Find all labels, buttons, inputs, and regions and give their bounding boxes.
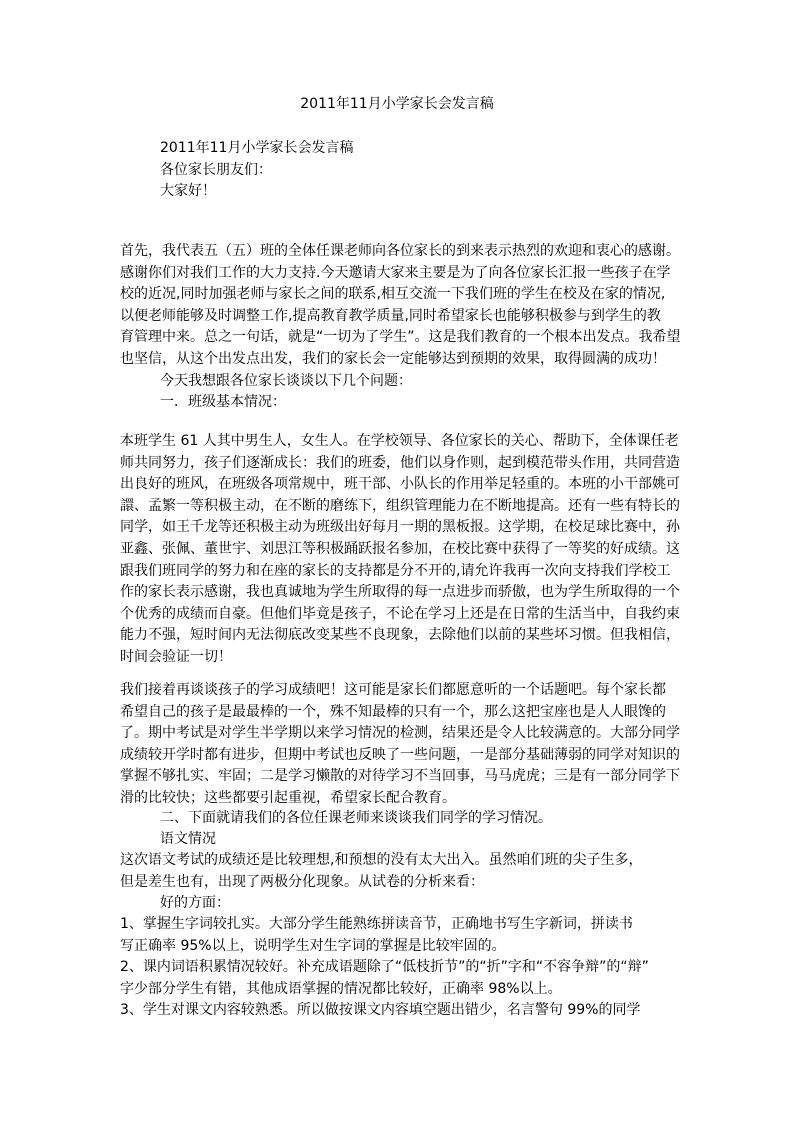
paragraph-line: 个优秀的成绩而自豪。但他们毕竟是孩子，不论在学习上还是在日常的生活当中，自我约束 <box>120 605 680 622</box>
section-heading-teachers: 二、下面就请我们的各位任课老师来谈谈我们同学的学习情况。 <box>160 810 552 826</box>
paragraph-line: 譞、孟繁一等积极主动，在不断的磨练下，组织管理能力在不断地提高。还有一些有特长的 <box>120 497 680 514</box>
item-1 <box>120 914 686 957</box>
paragraph-grades <box>120 680 686 810</box>
paragraph-line: 也坚信，从这个出发点出发，我们的家长会一定能够达到预期的效果，取得圆满的成功！ <box>120 350 666 367</box>
paragraph-line: 成绩较开学时都有进步，但期中考试也反映了一些问题，一是部分基础薄弱的同学对知识的 <box>120 746 680 763</box>
document-title: 2011年11月小学家长会发言稿 <box>300 96 494 112</box>
chinese-heading: 语文情况 <box>160 831 216 847</box>
good-aspects-heading: 好的方面： <box>160 895 230 911</box>
paragraph-line: 希望自己的孩子是最最棒的一个，殊不知最棒的只有一个，那么这把宝座也是人人眼馋的 <box>120 703 666 720</box>
paragraph-line: 我们接着再谈谈孩子的学习成绩吧！这可能是家长们都愿意听的一个话题吧。每个家长都 <box>120 682 666 698</box>
paragraph-line: 但是差生也有，出现了两极分化现象。从试卷的分析来看： <box>120 873 484 890</box>
paragraph-opening <box>120 241 686 371</box>
paragraph-class-info <box>120 431 686 669</box>
paragraph-line: 这次语文考试的成绩还是比较理想,和预想的没有太大出入。虽然咱们班的尖子生多， <box>120 852 643 868</box>
paragraph-line: 出良好的班风，在班级各项常规中，班干部、小队长的作用举足轻重的。本班的小干部姚可 <box>120 476 680 493</box>
paragraph-chinese <box>120 850 686 893</box>
paragraph-line: 师共同努力，孩子们逐渐成长：我们的班委，他们以身作则，起到模范带头作用，共同营造 <box>120 454 680 471</box>
paragraph-line: 掌握不够扎实、牢固；二是学习懒散的对待学习不当回事，马马虎虎；三是有一部分同学下 <box>120 768 680 785</box>
item-3 <box>120 1000 686 1022</box>
paragraph-line: 了。期中考试是对学生半学期以来学习情况的检测，结果还是令人比较满意的。大部分同学 <box>120 725 680 742</box>
paragraph-line: 以便老师能够及时调整工作,提高教育教学质量,同时希望家长也能够积极参与到学生的教 <box>120 307 661 324</box>
paragraph-line: 亚鑫、张佩、董世宇、刘思江等积极踊跃报名参加，在校比赛中获得了一等奖的好成绩。这 <box>120 540 680 557</box>
paragraph-line: 本班学生 61 人其中男生人，女生人。在学校领导、各位家长的关心、帮助下，全体课任老 <box>120 433 679 449</box>
item-2 <box>120 957 686 1000</box>
paragraph-line: 校的近况,同时加强老师与家长之间的联系,相互交流一下我们班的学生在校及在家的情况, <box>120 286 666 303</box>
paragraph-line: 字少部分学生有错，其他成语掌握的情况都比较好，正确率 98%以上。 <box>120 980 562 997</box>
document-subtitle: 2011年11月小学家长会发言稿 <box>160 140 354 156</box>
paragraph-line: 时间会验证一切！ <box>120 648 232 665</box>
section-heading-class-info: 一．班级基本情况： <box>160 394 286 410</box>
paragraph-line: 1、掌握生字词较扎实。大部分学生能熟练拼读音节，正确地书写生字新词，拼读书 <box>120 916 633 932</box>
paragraph-line: 滑的比较快；这些都要引起重视，希望家长配合教育。 <box>120 789 456 806</box>
salutation: 各位家长朋友们： <box>160 162 272 178</box>
paragraph-line: 2、课内词语积累情况较好。补充成语题除了“低枝折节”的“折”字和“不容争辩”的“辩” <box>120 959 649 975</box>
greeting: 大家好！ <box>160 183 216 199</box>
paragraph-line: 同学，如王千龙等还积极主动为班级出好每月一期的黑板报。这学期，在校足球比赛中，孙 <box>120 519 680 536</box>
paragraph-line: 育管理中来。总之一句话，就是“一切为了学生”。这是我们教育的一个根本出发点。我希望 <box>120 329 681 346</box>
paragraph-line: 跟我们班同学的努力和在座的家长的支持都是分不开的,请允许我再一次向支持我们学校工 <box>120 562 671 579</box>
paragraph-line: 能力不强，短时间内无法彻底改变某些不良现象，去除他们以前的某些坏习惯。但我相信， <box>120 627 680 644</box>
paragraph-line: 写正确率 95%以上，说明学生对生字词的掌握是比较牢固的。 <box>120 937 506 954</box>
paragraph-line: 感谢你们对我们工作的大力支持.今天邀请大家来主要是为了向各位家长汇报一些孩子在学 <box>120 264 671 281</box>
intro-issues: 今天我想跟各位家长谈谈以下几个问题： <box>160 373 412 389</box>
paragraph-line: 作的家长表示感谢，我也真诚地为学生所取得的每一点进步而骄傲，也为学生所取得的一个 <box>120 584 680 601</box>
paragraph-line: 首先，我代表五（五）班的全体任课老师向各位家长的到来表示热烈的欢迎和衷心的感谢。 <box>120 243 680 259</box>
paragraph-line: 3、学生对课文内容较熟悉。所以做按课文内容填空题出错少，名言警句 99%的同学 <box>120 1002 641 1018</box>
